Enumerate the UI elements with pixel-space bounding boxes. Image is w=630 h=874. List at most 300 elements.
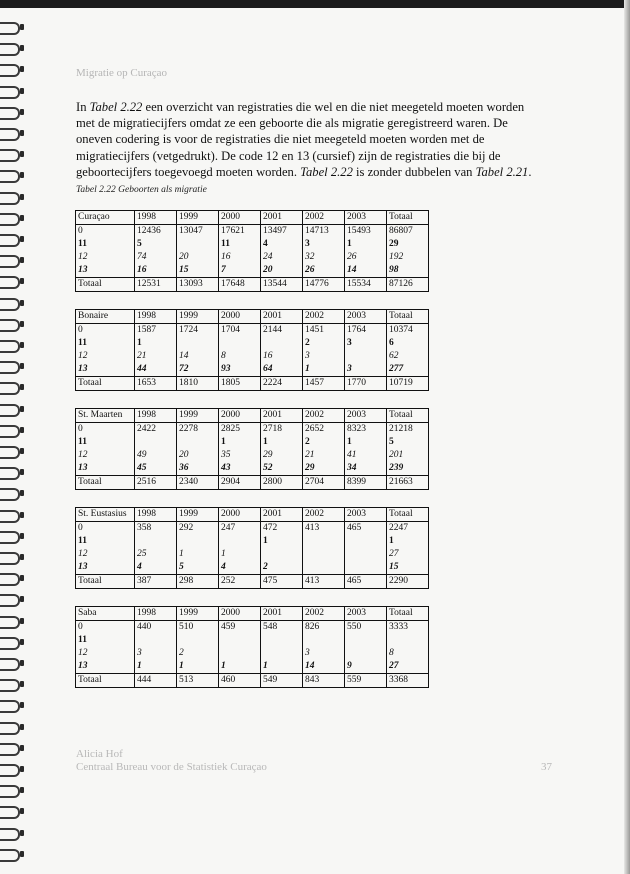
table-cell: Totaal	[387, 607, 429, 621]
spiral-binding	[0, 20, 30, 870]
table-cell: 1999	[177, 409, 219, 423]
binding-ring	[0, 826, 26, 841]
table-cell: 2002	[303, 310, 345, 324]
table-cell: 2	[303, 337, 345, 350]
table-cell: 5	[387, 436, 429, 449]
binding-ring	[0, 550, 26, 565]
table-cell	[135, 436, 177, 449]
table-row	[76, 522, 429, 536]
table-cell: 14	[177, 350, 219, 363]
body-paragraph	[76, 99, 546, 180]
ring-hole	[20, 766, 24, 772]
ring-loop	[0, 170, 20, 183]
ring-hole	[20, 660, 24, 666]
ring-loop	[0, 234, 20, 247]
ring-hole	[20, 24, 24, 30]
binding-ring	[0, 126, 26, 141]
table-cell: 549	[261, 674, 303, 688]
ring-hole	[20, 215, 24, 221]
table-cell: 465	[345, 575, 387, 589]
table-cell: 1	[219, 548, 261, 561]
table-cell	[303, 561, 345, 575]
table-cell: 49	[135, 449, 177, 462]
table-cell: 98	[387, 264, 429, 278]
table-cell: 548	[261, 621, 303, 635]
table-cell: St. Maarten	[76, 409, 135, 423]
table-cell: 1999	[177, 310, 219, 324]
table-cell: 16	[135, 264, 177, 278]
binding-ring	[0, 62, 26, 77]
table-cell: 2718	[261, 423, 303, 437]
table-cell: 9	[345, 660, 387, 674]
binding-ring	[0, 804, 26, 819]
ring-loop	[0, 616, 20, 629]
table-cell	[177, 337, 219, 350]
binding-ring	[0, 147, 26, 162]
table-cell: 17648	[219, 278, 261, 292]
table-cell: 192	[387, 251, 429, 264]
ring-loop	[0, 128, 20, 141]
ring-loop	[0, 319, 20, 332]
ring-hole	[20, 172, 24, 178]
table-cell: 826	[303, 621, 345, 635]
table-cell: 20	[177, 449, 219, 462]
table-cell: 15493	[345, 225, 387, 239]
table-cell: 2001	[261, 310, 303, 324]
page-right-edge	[624, 0, 630, 874]
ring-loop	[0, 192, 20, 205]
table-row	[76, 251, 429, 264]
table-row	[76, 225, 429, 239]
table-cell: 14713	[303, 225, 345, 239]
table-cell: 41	[345, 449, 387, 462]
table-cell: 25	[135, 548, 177, 561]
table-cell: 13	[76, 264, 135, 278]
ring-hole	[20, 300, 24, 306]
binding-ring	[0, 274, 26, 289]
binding-ring	[0, 741, 26, 756]
ring-loop	[0, 382, 20, 395]
table-cell: 513	[177, 674, 219, 688]
table-row	[76, 449, 429, 462]
ring-hole	[20, 851, 24, 857]
ring-loop	[0, 446, 20, 459]
ring-hole	[20, 363, 24, 369]
table-cell: 2003	[345, 211, 387, 225]
binding-ring	[0, 529, 26, 544]
ring-hole	[20, 554, 24, 560]
table-cell: 2652	[303, 423, 345, 437]
table-row	[76, 660, 429, 674]
table-cell: 52	[261, 462, 303, 476]
table-cell: 21	[303, 449, 345, 462]
binding-ring	[0, 41, 26, 56]
table-cell: 32	[303, 251, 345, 264]
table-cell: 35	[219, 449, 261, 462]
table-cell: 16	[219, 251, 261, 264]
table-cell: 247	[219, 522, 261, 536]
table-cell: 13	[76, 363, 135, 377]
table-cell: 298	[177, 575, 219, 589]
table-cell: 3	[303, 238, 345, 251]
table-cell: 8323	[345, 423, 387, 437]
binding-ring	[0, 677, 26, 692]
ring-loop	[0, 806, 20, 819]
table-cell: 11	[76, 238, 135, 251]
table-cell: 2	[261, 561, 303, 575]
ring-loop	[0, 425, 20, 438]
page-number: 37	[541, 761, 552, 773]
table-row	[76, 324, 429, 338]
table-row	[76, 363, 429, 377]
table-cell: Totaal	[387, 310, 429, 324]
ring-hole	[20, 236, 24, 242]
table-row	[76, 535, 429, 548]
table-cell: 2003	[345, 607, 387, 621]
ring-hole	[20, 618, 24, 624]
table-cell	[261, 647, 303, 660]
table-cell: Totaal	[387, 211, 429, 225]
table-cell: 2247	[387, 522, 429, 536]
table-cell: 21663	[387, 476, 429, 490]
table-cell: 459	[219, 621, 261, 635]
table-cell: 74	[135, 251, 177, 264]
table-cell: 2002	[303, 211, 345, 225]
table-cell	[219, 337, 261, 350]
table-cell: 465	[345, 522, 387, 536]
table-cell: 87126	[387, 278, 429, 292]
ring-loop	[0, 552, 20, 565]
table-cell: 36	[177, 462, 219, 476]
table-cell: 20	[177, 251, 219, 264]
table-cell	[261, 337, 303, 350]
table-cell: 1	[387, 535, 429, 548]
table-cell: 1	[303, 363, 345, 377]
table-cell: 358	[135, 522, 177, 536]
table-cell: 27	[387, 660, 429, 674]
table-cell: 1764	[345, 324, 387, 338]
ring-loop	[0, 658, 20, 671]
table-cell: 1805	[219, 377, 261, 391]
table-cell: 1653	[135, 377, 177, 391]
footer-author: Alicia Hof	[76, 748, 123, 760]
table-cell: 472	[261, 522, 303, 536]
table-cell: 21218	[387, 423, 429, 437]
table-cell: 12531	[135, 278, 177, 292]
ring-loop	[0, 594, 20, 607]
table-cell: 2144	[261, 324, 303, 338]
ring-hole	[20, 257, 24, 263]
footer	[76, 748, 267, 774]
table-cell: Saba	[76, 607, 135, 621]
ring-loop	[0, 149, 20, 162]
table-row	[76, 436, 429, 449]
table-cell	[261, 548, 303, 561]
ring-hole	[20, 639, 24, 645]
table-cell	[303, 634, 345, 647]
table-cell: 13	[76, 462, 135, 476]
table-cell: 2003	[345, 310, 387, 324]
table-cell: 14	[303, 660, 345, 674]
table-cell: 2003	[345, 409, 387, 423]
binding-ring	[0, 635, 26, 650]
table-cell	[345, 548, 387, 561]
binding-ring	[0, 614, 26, 629]
table-cell: 2001	[261, 211, 303, 225]
table-cell	[219, 634, 261, 647]
table-cell: 64	[261, 363, 303, 377]
table-cell: 2422	[135, 423, 177, 437]
table-cell: 413	[303, 522, 345, 536]
table-cell: 10374	[387, 324, 429, 338]
table-total-row	[76, 377, 429, 391]
table-cell: 2904	[219, 476, 261, 490]
table-cell	[177, 436, 219, 449]
table-cell: Curaçao	[76, 211, 135, 225]
table-cell: Totaal	[76, 674, 135, 688]
table-cell: 1	[261, 535, 303, 548]
table-cell: 29	[261, 449, 303, 462]
table-cell: 1998	[135, 211, 177, 225]
table-cell: 3	[345, 337, 387, 350]
ring-hole	[20, 469, 24, 475]
binding-ring	[0, 720, 26, 735]
table-cell: 460	[219, 674, 261, 688]
table-cell: 86807	[387, 225, 429, 239]
table-cell: 16	[261, 350, 303, 363]
table-cell: 4	[219, 561, 261, 575]
ring-loop	[0, 785, 20, 798]
binding-ring	[0, 20, 26, 35]
table-cell	[345, 561, 387, 575]
paragraph-text: In	[76, 100, 90, 114]
table-cell: 72	[177, 363, 219, 377]
table-cell	[345, 350, 387, 363]
table-cell: 2001	[261, 607, 303, 621]
table-cell: 3	[303, 647, 345, 660]
table-cell	[135, 535, 177, 548]
table-cell: 2000	[219, 211, 261, 225]
table-total-row	[76, 278, 429, 292]
ring-hole	[20, 45, 24, 51]
table-cell: 12	[76, 548, 135, 561]
table-row	[76, 350, 429, 363]
table-cell: Totaal	[76, 575, 135, 589]
table-header-row	[76, 211, 429, 225]
binding-ring	[0, 402, 26, 417]
table-cell	[135, 634, 177, 647]
table-reference: Tabel 2.22	[89, 100, 143, 114]
ring-hole	[20, 448, 24, 454]
data-table-3	[75, 507, 429, 589]
table-cell: 11	[76, 535, 135, 548]
table-row	[76, 264, 429, 278]
ring-loop	[0, 510, 20, 523]
ring-hole	[20, 427, 24, 433]
table-cell: 1	[219, 660, 261, 674]
binding-ring	[0, 296, 26, 311]
table-cell: 45	[135, 462, 177, 476]
table-cell: 2002	[303, 508, 345, 522]
table-cell: 2340	[177, 476, 219, 490]
table-cell	[177, 238, 219, 251]
binding-ring	[0, 253, 26, 268]
table-cell: 14776	[303, 278, 345, 292]
table-row	[76, 548, 429, 561]
table-cell: 1	[261, 436, 303, 449]
table-cell: 17621	[219, 225, 261, 239]
table-cell: 21	[135, 350, 177, 363]
table-cell: 44	[135, 363, 177, 377]
table-header-row	[76, 409, 429, 423]
data-table-0	[75, 210, 429, 292]
table-cell: 1998	[135, 607, 177, 621]
ring-loop	[0, 276, 20, 289]
ring-hole	[20, 830, 24, 836]
ring-hole	[20, 490, 24, 496]
table-cell: 15534	[345, 278, 387, 292]
table-cell: 62	[387, 350, 429, 363]
ring-loop	[0, 22, 20, 35]
ring-hole	[20, 278, 24, 284]
ring-loop	[0, 86, 20, 99]
table-cell: 1	[345, 238, 387, 251]
table-row	[76, 238, 429, 251]
table-cell: 2704	[303, 476, 345, 490]
table-cell: 13	[76, 561, 135, 575]
table-total-row	[76, 575, 429, 589]
table-header-row	[76, 508, 429, 522]
ring-loop	[0, 107, 20, 120]
table-cell: 1	[135, 337, 177, 350]
table-cell: 11	[76, 436, 135, 449]
data-table-1	[75, 309, 429, 391]
ring-loop	[0, 531, 20, 544]
table-cell: 26	[303, 264, 345, 278]
table-cell: 0	[76, 522, 135, 536]
table-cell: 1	[261, 660, 303, 674]
paragraph-text: is zonder dubbelen van	[352, 164, 476, 179]
table-cell: 550	[345, 621, 387, 635]
table-cell: 24	[261, 251, 303, 264]
binding-ring	[0, 656, 26, 671]
table-cell: 1	[177, 660, 219, 674]
binding-ring	[0, 783, 26, 798]
table-cell: 475	[261, 575, 303, 589]
ring-loop	[0, 361, 20, 374]
ring-hole	[20, 109, 24, 115]
table-row	[76, 634, 429, 647]
table-cell: 2290	[387, 575, 429, 589]
table-cell: 2	[177, 647, 219, 660]
binding-ring	[0, 84, 26, 99]
ring-hole	[20, 194, 24, 200]
ring-loop	[0, 828, 20, 841]
table-cell: 1	[135, 660, 177, 674]
binding-ring	[0, 380, 26, 395]
table-cell	[219, 535, 261, 548]
table-reference: Tabel 2.21	[475, 164, 529, 179]
table-cell: 13	[76, 660, 135, 674]
ring-hole	[20, 681, 24, 687]
ring-hole	[20, 151, 24, 157]
ring-loop	[0, 849, 20, 862]
table-row	[76, 561, 429, 575]
ring-hole	[20, 596, 24, 602]
table-cell: 0	[76, 225, 135, 239]
table-cell: 4	[261, 238, 303, 251]
table-cell: 387	[135, 575, 177, 589]
ring-loop	[0, 722, 20, 735]
ring-loop	[0, 764, 20, 777]
table-header-row	[76, 310, 429, 324]
table-cell: 2825	[219, 423, 261, 437]
table-cell: 1998	[135, 310, 177, 324]
data-table-4	[75, 606, 429, 688]
table-cell	[177, 634, 219, 647]
table-cell: 0	[76, 324, 135, 338]
paragraph-text: een overzicht van registraties die wel en die niet meegeteld moeten worden met de migratiecijfers omdat ze een geboorte die als migratie geregistreerd waren. De oneven codering is voor de registraties die niet meegeteld moeten worden met de migratiecijfers (vetgedrukt). De code 12 en 13 (cursief) zijn de registraties die bij de geboortecijfers toegevoegd moeten worden.	[76, 100, 525, 179]
table-cell: 11	[76, 634, 135, 647]
table-cell: 34	[345, 462, 387, 476]
table-cell: 277	[387, 363, 429, 377]
binding-ring	[0, 338, 26, 353]
table-cell: 8	[387, 647, 429, 660]
ring-loop	[0, 573, 20, 586]
table-cell: 2002	[303, 409, 345, 423]
ring-loop	[0, 64, 20, 77]
table-cell	[219, 647, 261, 660]
table-cell: 1998	[135, 508, 177, 522]
binding-ring	[0, 317, 26, 332]
bleed-through	[560, 150, 562, 160]
table-cell: 6	[387, 337, 429, 350]
table-cell: 4	[135, 561, 177, 575]
ring-loop	[0, 700, 20, 713]
ring-loop	[0, 743, 20, 756]
table-cell: 2000	[219, 409, 261, 423]
table-cell: 2516	[135, 476, 177, 490]
table-cell: 27	[387, 548, 429, 561]
ring-loop	[0, 340, 20, 353]
ring-hole	[20, 575, 24, 581]
table-cell: 29	[303, 462, 345, 476]
table-cell: 12	[76, 251, 135, 264]
table-cell: 1810	[177, 377, 219, 391]
table-cell: 559	[345, 674, 387, 688]
ring-hole	[20, 512, 24, 518]
ring-hole	[20, 66, 24, 72]
table-cell: 1457	[303, 377, 345, 391]
table-cell: 13093	[177, 278, 219, 292]
binding-ring	[0, 508, 26, 523]
table-row	[76, 647, 429, 660]
table-cell: Bonaire	[76, 310, 135, 324]
binding-ring	[0, 592, 26, 607]
table-cell: 0	[76, 423, 135, 437]
table-cell	[303, 535, 345, 548]
table-cell: 13544	[261, 278, 303, 292]
table-cell: 13497	[261, 225, 303, 239]
ring-hole	[20, 342, 24, 348]
table-cell: 20	[261, 264, 303, 278]
table-cell: 5	[177, 561, 219, 575]
table-cell: 1	[177, 548, 219, 561]
ring-hole	[20, 130, 24, 136]
ring-hole	[20, 702, 24, 708]
table-cell: 1	[345, 436, 387, 449]
table-cell: 7	[219, 264, 261, 278]
